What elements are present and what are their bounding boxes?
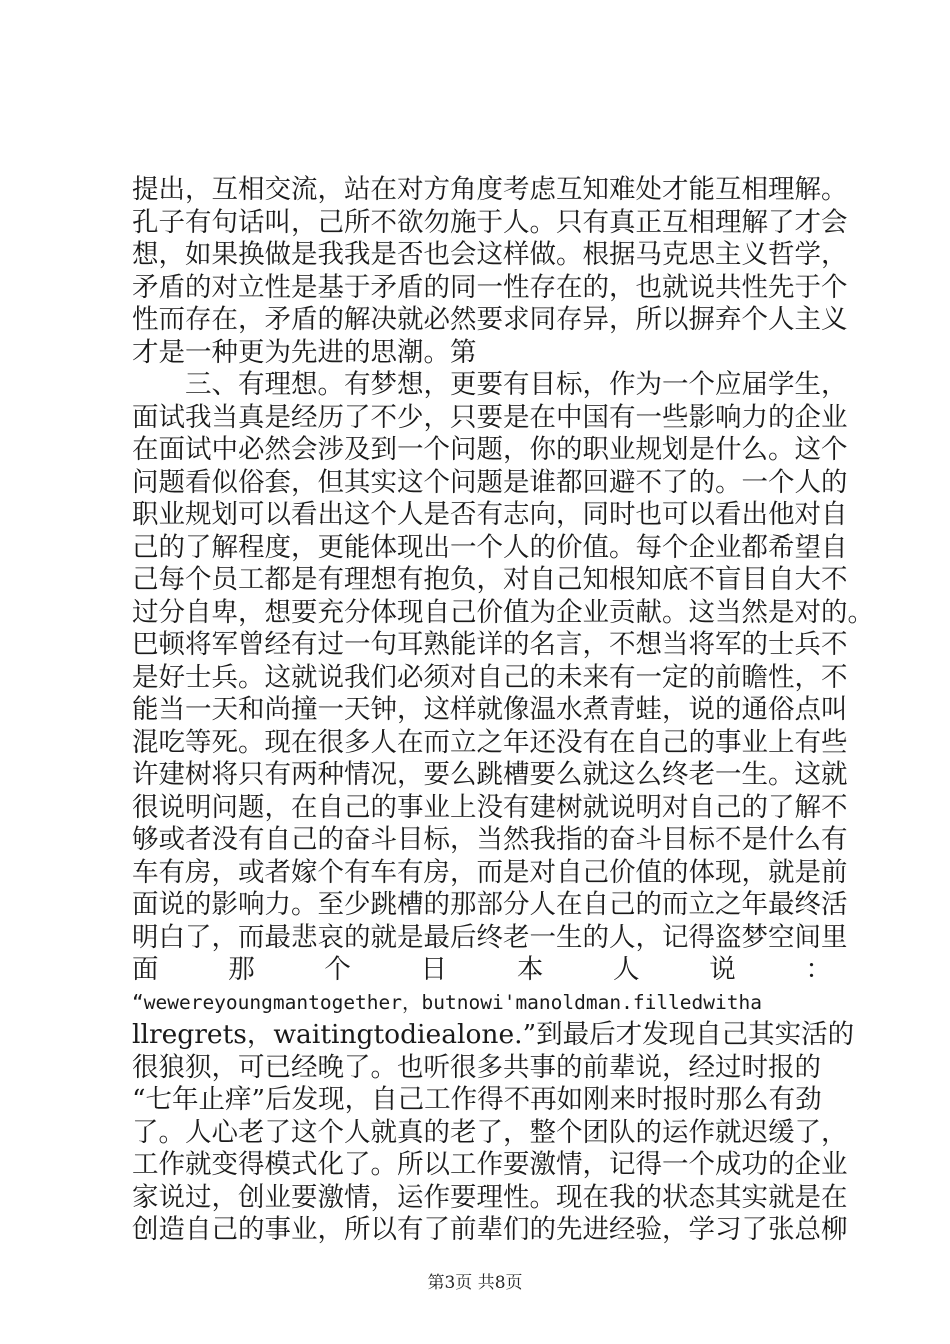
text-line: 许建树将只有两种情况，要么跳槽要么就这么终老一生。这就 xyxy=(132,759,848,790)
document-body xyxy=(132,174,874,1247)
text-line: 很说明问题，在自己的事业上没有建树就说明对自己的了解不 xyxy=(132,791,848,823)
text-line: 过分自卑，想要充分体现自己价值为企业贡献。这当然是对的。 xyxy=(132,596,874,628)
text-line: 孔子有句话叫，己所不欲勿施于人。只有真正互相理解了才会 xyxy=(132,206,848,238)
text-line: 很狼狈，可已经晚了。也听很多共事的前辈说，经过时报的 xyxy=(132,1051,821,1083)
text-line: 性而存在，矛盾的解决就必然要求同存异，所以摒弃个人主义 xyxy=(132,304,848,335)
text-line: 三、有理想。有梦想，更要有目标，作为一个应届学生， xyxy=(132,369,848,400)
spaced-char: 人 xyxy=(613,954,640,985)
page-number-footer: 第3页 共8页 xyxy=(427,1273,523,1293)
spaced-char: 面 xyxy=(132,954,159,985)
text-line: 明白了，而最悲哀的就是最后终老一生的人，记得盗梦空间里 xyxy=(132,921,848,953)
text-line: 家说过，创业要激情，运作要理性。现在我的状态其实就是在 xyxy=(132,1181,848,1213)
text-line: 车有房，或者嫁个有车有房，而是对自己价值的体现，就是前 xyxy=(132,856,848,888)
text-line: llregrets，waitingtodiealone.”到最后才发现自己其实活的 xyxy=(132,1019,855,1050)
text-line: 面试我当真是经历了不少，只要是在中国有一些影响力的企业 xyxy=(132,401,848,433)
text-line: 问题看似俗套，但其实这个问题是谁都回避不了的。一个人的 xyxy=(132,466,848,498)
text-line: 够或者没有自己的奋斗目标，当然我指的奋斗目标不是什么有 xyxy=(132,824,848,855)
text-line: 提出，互相交流，站在对方角度考虑互知难处才能互相理解。 xyxy=(132,174,848,205)
text-line: 混吃等死。现在很多人在而立之年还没有在自己的事业上有些 xyxy=(132,726,848,758)
latin-text-line: “wewereyoungmantogether，butnowi'manoldman.filledwitha xyxy=(132,990,762,1014)
spaced-char: ： xyxy=(805,954,832,985)
text-line: 矛盾的对立性是基于矛盾的同一性存在的，也就说共性先于个 xyxy=(132,271,848,303)
spaced-char: 个 xyxy=(324,954,351,985)
text-line: 是好士兵。这就说我们必须对自己的未来有一定的前瞻性，不 xyxy=(132,661,848,693)
text-line: 己每个员工都是有理想有抱负，对自己知根知底不盲目自大不 xyxy=(132,564,848,595)
text-line: “七年止痒”后发现，自己工作得不再如刚来时报时那么有劲 xyxy=(132,1084,822,1115)
spaced-char: 日 xyxy=(420,954,448,985)
text-line: 巴顿将军曾经有过一句耳熟能详的名言，不想当将军的士兵不 xyxy=(132,629,848,660)
spaced-char: 本 xyxy=(516,954,544,985)
text-line: 才是一种更为先进的思潮。第 xyxy=(132,336,477,368)
text-line: 能当一天和尚撞一天钟，这样就像温水煮青蛙，说的通俗点叫 xyxy=(132,694,848,725)
text-line: 面说的影响力。至少跳槽的那部分人在自己的而立之年最终活 xyxy=(132,889,848,920)
spaced-char: 那 xyxy=(228,954,255,985)
text-line: 工作就变得模式化了。所以工作要激情，记得一个成功的企业 xyxy=(132,1149,848,1180)
spaced-text-line xyxy=(132,954,832,987)
text-line: 在面试中必然会涉及到一个问题，你的职业规划是什么。这个 xyxy=(132,434,848,465)
text-line: 想，如果换做是我我是否也会这样做。根据马克思主义哲学， xyxy=(132,239,848,270)
text-line: 职业规划可以看出这个人是否有志向，同时也可以看出他对自 xyxy=(132,499,848,530)
text-line: 了。人心老了这个人就真的老了，整个团队的运作就迟缓了， xyxy=(132,1116,848,1148)
spaced-char: 说 xyxy=(709,954,736,985)
text-line: 己的了解程度，更能体现出一个人的价值。每个企业都希望自 xyxy=(132,531,848,563)
text-line: 创造自己的事业，所以有了前辈们的先进经验，学习了张总柳 xyxy=(132,1214,848,1245)
